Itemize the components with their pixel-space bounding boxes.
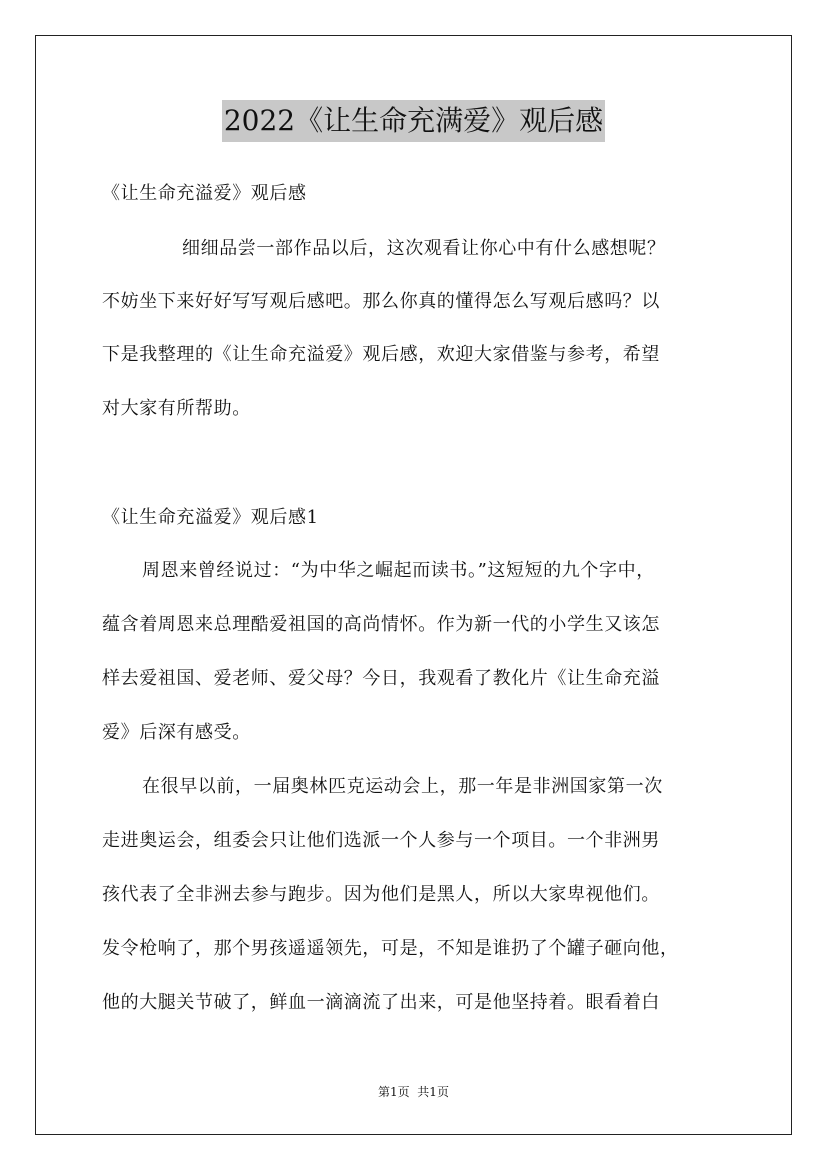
paragraph-line: 他的大腿关节破了，鲜血一滴滴流了出来，可是他坚持着。眼看着白 (102, 992, 660, 1013)
paragraph-line: 走进奥运会，组委会只让他们选派一个人参与一个项目。一个非洲男 (102, 830, 660, 851)
paragraph-line: 在很早以前，一届奥林匹克运动会上，那一年是非洲国家第一次 (142, 776, 663, 797)
intro-line: 下是我整理的《让生命充溢爱》观后感，欢迎大家借鉴与参考，希望 (102, 344, 660, 365)
document-title: 2022《让生命充满爱》观后感 (222, 100, 605, 142)
paragraph-line: 周恩来曾经说过：“为中华之崛起而读书。”这短短的九个字中， (142, 560, 655, 581)
paragraph-line: 爱》后深有感受。 (102, 722, 251, 743)
intro-line: 不妨坐下来好好写写观后感吧。那么你真的懂得怎么写观后感吗？以 (102, 291, 660, 312)
section-heading: 《让生命充溢爱》观后感1 (102, 507, 319, 528)
title-container (0, 100, 827, 142)
intro-line: 细细品尝一部作品以后，这次观看让你心中有什么感想呢？ (182, 238, 666, 259)
page-footer: 第1页 共1页 (378, 1085, 449, 1099)
paragraph-line: 孩代表了全非洲去参与跑步。因为他们是黑人，所以大家卑视他们。 (102, 884, 660, 905)
subtitle: 《让生命充溢爱》观后感 (102, 183, 307, 204)
paragraph-line: 蕴含着周恩来总理酷爱祖国的高尚情怀。作为新一代的小学生又该怎 (102, 614, 660, 635)
paragraph-line: 样去爱祖国、爱老师、爱父母？今日，我观看了教化片《让生命充溢 (102, 668, 660, 689)
paragraph-line: 发令枪响了，那个男孩遥遥领先，可是，不知是谁扔了个罐子砸向他， (102, 938, 679, 959)
intro-line: 对大家有所帮助。 (102, 398, 251, 419)
